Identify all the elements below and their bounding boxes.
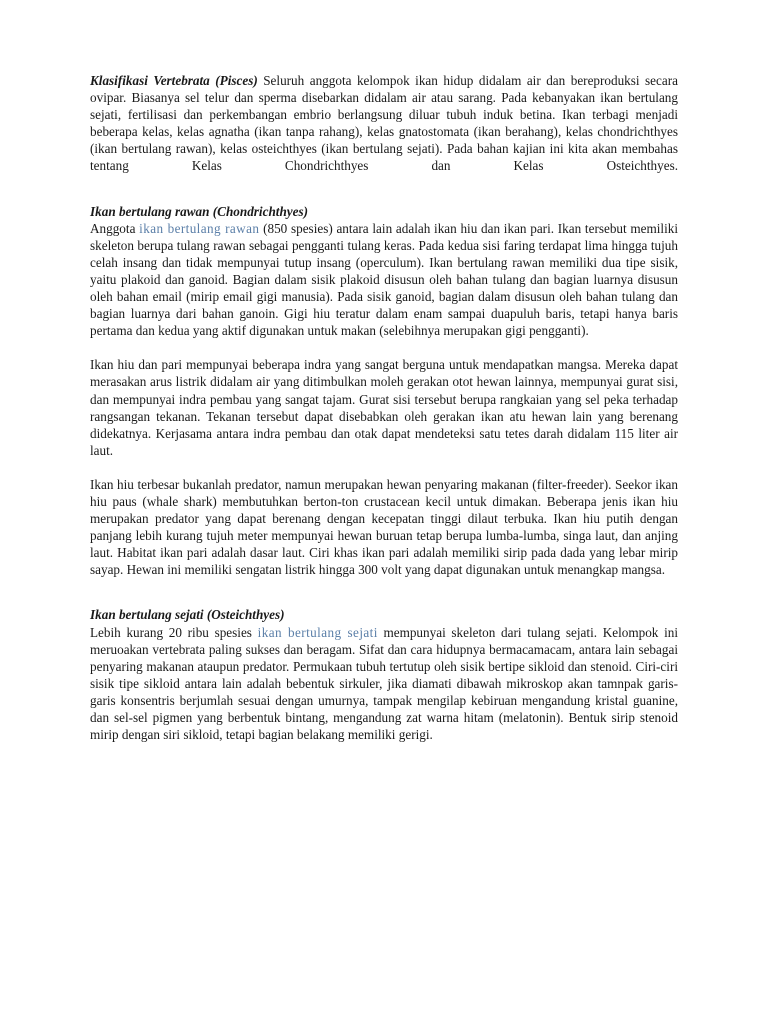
osteichthyes-p1-prefix: Lebih kurang 20 ribu spesies bbox=[90, 624, 252, 640]
link-ikan-bertulang-sejati[interactable]: ikan bertulang sejati bbox=[257, 624, 378, 640]
spacer bbox=[90, 459, 678, 476]
chondrichthyes-paragraph-2: Ikan hiu dan pari mempunyai beberapa indra yang sangat berguna untuk mendapatkan mangsa. Mereka dapat merasakan arus listrik didalam air yang ditimbulkan moleh gerakan otot hewan lainnya, mempunyai gurat sisi, dan mempunyai indra pembau yang sangat tajam. Gurat sisi tersebut berupa rangkaian yang sel peka terhadap rangsangan tekanan. Tekanan tersebut dapat disebabkan oleh gerakan ikan atu hewan lain yang berenang didekatnya. Kerjasama antara indra pembau dan otak dapat mendeteksi satu tetes darah didalam 115 liter air laut. bbox=[90, 357, 678, 458]
chondrichthyes-p1-prefix: Anggota bbox=[90, 220, 136, 236]
chondrichthyes-p1-rest: (850 spesies) antara lain adalah ikan hiu dan ikan pari. Ikan tersebut memiliki skeleton berupa tulang rawan sebagai pengganti tulang keras. Pada kedua sisi faring terdapat lima hingga tujuh celah insang dan tidak mempunyai tutup insang (operculum). Ikan bertulang rawan memiliki dua tipe sisik, yaitu plakoid dan ganoid. Bagian dalam sisik plakoid disusun oleh bahan tulang dan bagian luarnya disusun oleh bahan email (mirip email gigi manusia). Pada sisik ganoid, bagian dalam disusun oleh bahan tulang dan bagian luarnya dari bahan ganoin. Gigi hiu teratur dalam enam sampai duapuluh baris, tetapi hanya baris pertama dan kedua yang aktif digunakan untuk makan (selebihnya merupakan gigi pengganti). bbox=[90, 220, 679, 339]
osteichthyes-paragraph-1 bbox=[90, 624, 678, 744]
intro-paragraph bbox=[90, 72, 678, 175]
heading-osteichthyes: Ikan bertulang sejati (Osteichthyes) bbox=[90, 607, 285, 623]
spacer bbox=[90, 578, 678, 606]
chondrichthyes-paragraph-1 bbox=[90, 220, 678, 340]
intro-title: Klasifikasi Vertebrata (Pisces) bbox=[90, 73, 258, 88]
chondrichthyes-paragraph-3: Ikan hiu terbesar bukanlah predator, namun merupakan hewan penyaring makanan (filter-freeder). Seekor ikan hiu paus (whale shark) membutuhkan berton-ton crustacean kecil untuk dimakan. Beberapa jenis ikan hiu merupakan predator yang dapat berenang dengan kecepatan tinggi dilaut terbuka. Ikan hiu putih dengan panjang lebih kurang tujuh meter mempunyai hewan buruan tetap berupa lumba-lumba, singa laut, dan anjing laut. Habitat ikan pari adalah dasar laut. Ciri khas ikan pari adalah memiliki sirip pada dada yang lebar mirip sayap. Hewan ini memiliki sengatan listrik hingga 300 volt yang dapat digunakan untuk menangkap mangsa. bbox=[90, 476, 678, 578]
spacer bbox=[90, 175, 678, 203]
heading-chondrichthyes: Ikan bertulang rawan (Chondrichthyes) bbox=[90, 203, 309, 219]
intro-body: Seluruh anggota kelompok ikan hidup didalam air dan bereproduksi secara ovipar. Biasanya sel telur dan sperma disebarkan didalam air atau sarang. Pada kebanyakan ikan bertulang sejati, fertilisasi dan perkembangan embrio berlangsung diluar tubuh induk betina. Ikan terbagi menjadi beberapa kelas, kelas agnatha (ikan tanpa rahang), kelas gnatostomata (ikan berahang), kelas chondrichthyes (ikan bertulang rawan), kelas osteichthyes (ikan bertulang sejati). Pada bahan kajian ini kita akan membahas tentang Kelas Chondrichthyes dan Kelas Osteichthyes. bbox=[90, 73, 678, 174]
spacer bbox=[90, 339, 678, 356]
document-page bbox=[90, 72, 678, 743]
link-ikan-bertulang-rawan[interactable]: ikan bertulang rawan bbox=[139, 220, 260, 236]
osteichthyes-p1-rest: mempunyai skeleton dari tulang sejati. Kelompok ini meruoakan vertebrata paling sukses dan beragam. Sifat dan cara hidupnya bermacamacam, antara lain sebagai penyaring makanan ataupun predator. Permukaan tubuh tertutup oleh sisik bertipe sikloid dan stenoid. Ciri-ciri sisik tipe sikloid antara lain adalah bebentuk sirkuler, jika diamati dibawah mikroskop akan tamnpak garis-garis konsentris berjumlah sesuai dengan umurnya, tampak mengilap kebiruan mengandung kristal guanine, dan sel-sel pigmen yang berbentuk bintang, mengandung zat warna hitam (melatonin). Bentuk sirip stenoid mirip dengan siri sikloid, tetapi bagian belakang memiliki gerigi. bbox=[90, 624, 679, 743]
